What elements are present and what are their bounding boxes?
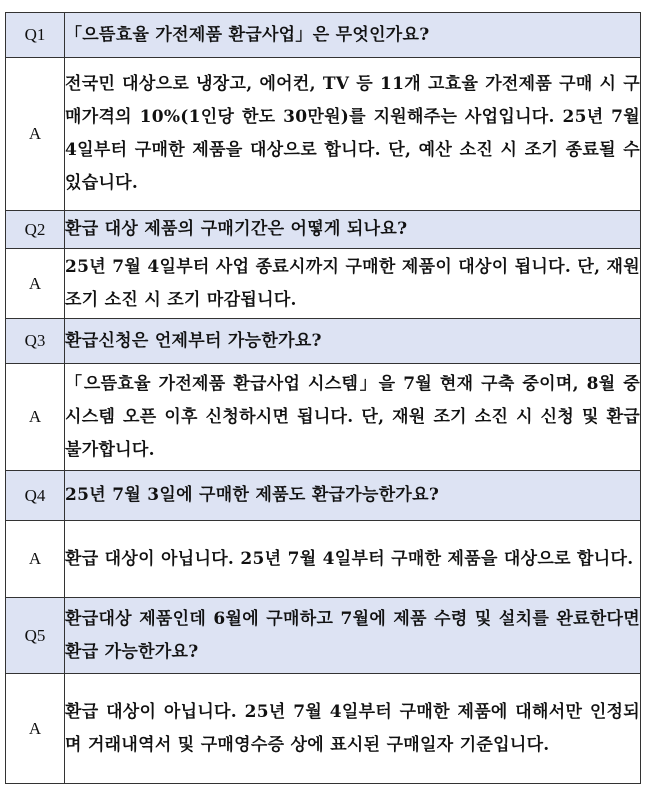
question-text: 25년 7월 3일에 구매한 제품도 환급가능한가요? xyxy=(65,471,641,521)
question-text: 「으뜸효율 가전제품 환급사업」은 무엇인가요? xyxy=(65,13,641,58)
question-row xyxy=(6,211,641,249)
question-row xyxy=(6,319,641,364)
answer-label: A xyxy=(6,521,65,598)
answer-row xyxy=(6,364,641,471)
question-text: 환급대상 제품인데 6월에 구매하고 7월에 제품 수령 및 설치를 완료한다면 환급 가능한가요? xyxy=(65,598,641,674)
answer-text: 「으뜸효율 가전제품 환급사업 시스템」을 7월 현재 구축 중이며, 8월 중 시스템 오픈 이후 신청하시면 됩니다. 단, 재원 조기 소진 시 신청 및 환급 불가합니다. xyxy=(65,364,641,471)
answer-label: A xyxy=(6,58,65,211)
answer-text: 전국민 대상으로 냉장고, 에어컨, TV 등 11개 고효율 가전제품 구매 시 구매가격의 10%(1인당 한도 30만원)를 지원해주는 사업입니다. 25년 7월 4일부터 구매한 제품을 대상으로 합니다. 단, 예산 소진 시 조기 종료될 수 있습니다. xyxy=(65,58,641,211)
question-text: 환급 대상 제품의 구매기간은 어떻게 되나요? xyxy=(65,211,641,249)
answer-label: A xyxy=(6,364,65,471)
answer-row xyxy=(6,58,641,211)
question-label: Q3 xyxy=(6,319,65,364)
question-text: 환급신청은 언제부터 가능한가요? xyxy=(65,319,641,364)
question-label: Q5 xyxy=(6,598,65,674)
answer-text: 25년 7월 4일부터 사업 종료시까지 구매한 제품이 대상이 됩니다. 단, 재원 조기 소진 시 조기 마감됩니다. xyxy=(65,249,641,319)
question-label: Q1 xyxy=(6,13,65,58)
answer-row xyxy=(6,249,641,319)
question-row xyxy=(6,471,641,521)
answer-row xyxy=(6,521,641,598)
faq-table xyxy=(5,12,641,784)
answer-label: A xyxy=(6,249,65,319)
question-row xyxy=(6,598,641,674)
answer-text: 환급 대상이 아닙니다. 25년 7월 4일부터 구매한 제품에 대해서만 인정되며 거래내역서 및 구매영수증 상에 표시된 구매일자 기준입니다. xyxy=(65,674,641,784)
question-label: Q2 xyxy=(6,211,65,249)
question-row xyxy=(6,13,641,58)
answer-text: 환급 대상이 아닙니다. 25년 7월 4일부터 구매한 제품을 대상으로 합니다. xyxy=(65,521,641,598)
answer-label: A xyxy=(6,674,65,784)
answer-row xyxy=(6,674,641,784)
question-label: Q4 xyxy=(6,471,65,521)
